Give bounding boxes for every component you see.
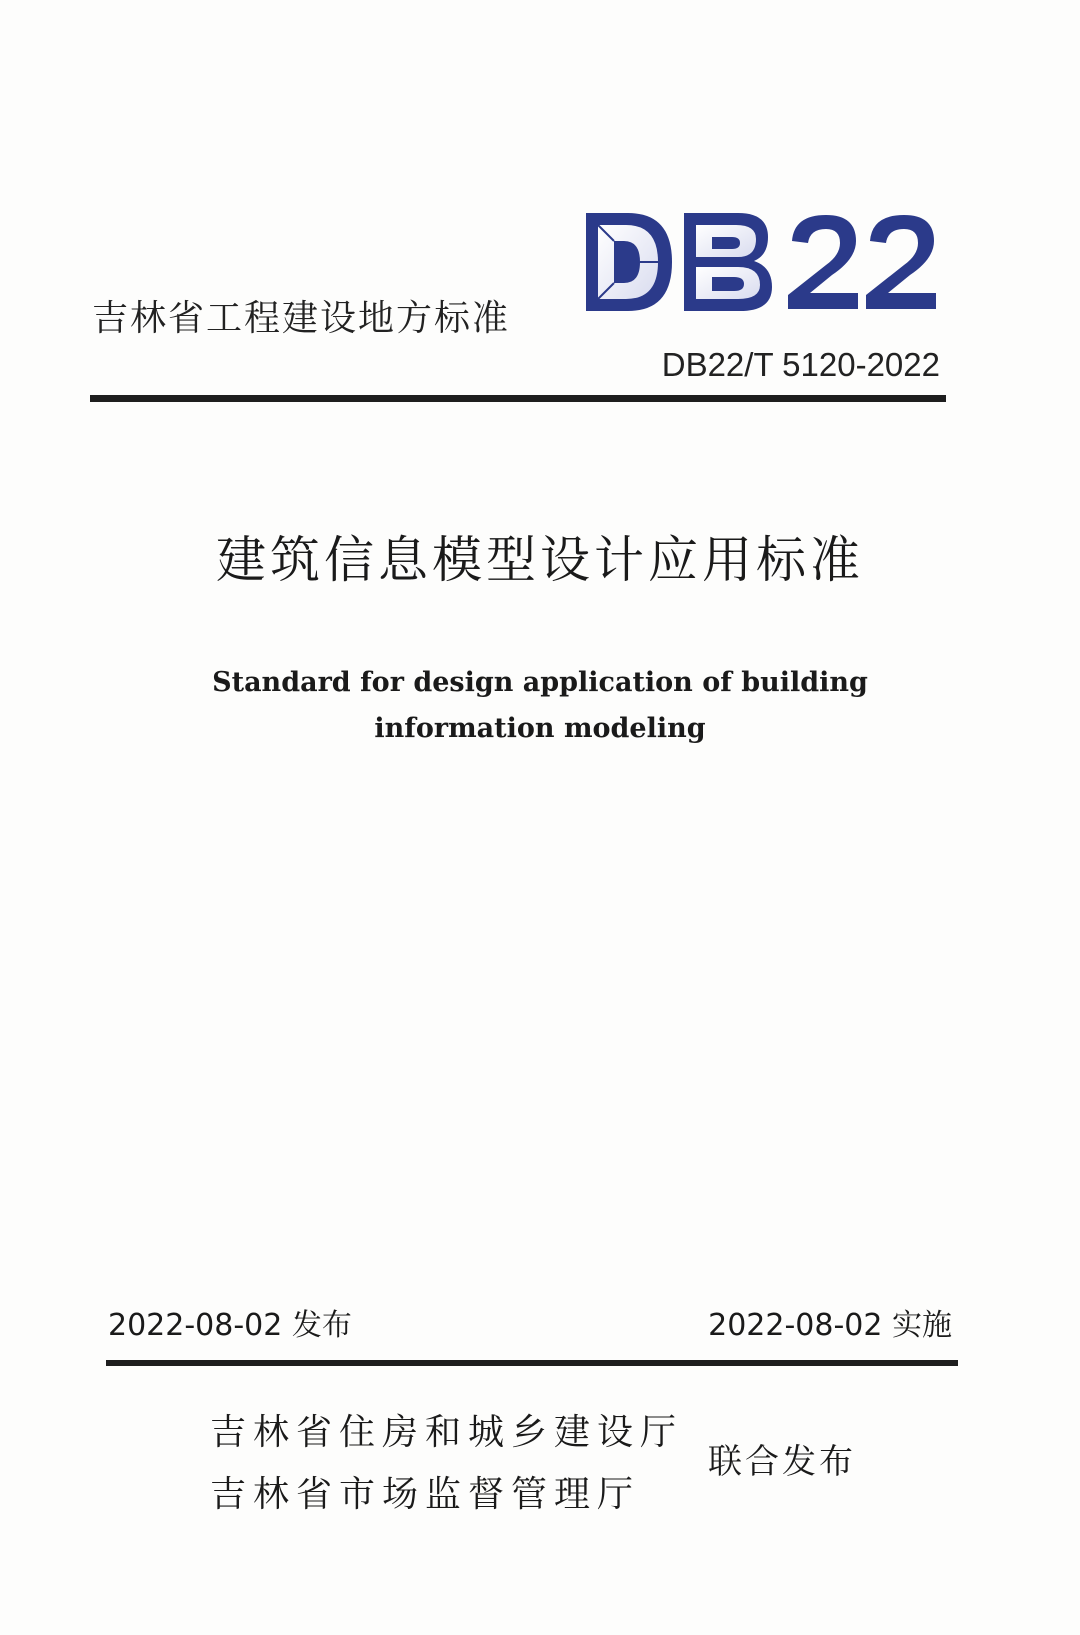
title-english [0,660,1080,752]
standard-category: 吉林省工程建设地方标准 [92,298,511,339]
issuer-market-supervision: 吉林省市场监督管理厅 [210,1474,641,1515]
db22-logo [580,205,940,320]
issuer-list [210,1402,683,1526]
effective-date: 2022-08-02 实施 [708,1308,952,1343]
joint-issue-label: 联合发布 [708,1442,856,1482]
publish-date: 2022-08-02 发布 [108,1308,352,1343]
standard-number: DB22/T 5120-2022 [661,346,940,383]
issuer-housing-department: 吉林省住房和城乡建设厅 [210,1412,684,1453]
title-chinese: 建筑信息模型设计应用标准 [216,531,864,589]
title-english-line2: information modeling [374,713,706,744]
title-english-line1: Standard for design application of building [212,667,868,698]
header-divider [90,395,946,402]
footer-divider [106,1360,958,1366]
